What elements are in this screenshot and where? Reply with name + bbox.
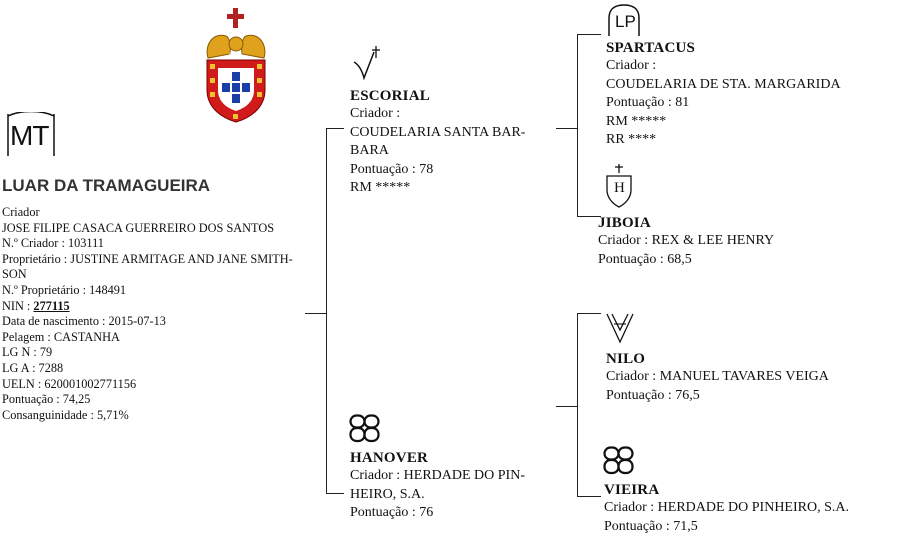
sire-rm: RM ***** bbox=[350, 180, 411, 195]
jiboia-brand-emblem bbox=[604, 164, 634, 208]
sire-criador-1: COUDELARIA SANTA BAR- bbox=[350, 124, 526, 140]
subject-details bbox=[2, 205, 320, 423]
sire-sire-rm: RM ***** bbox=[606, 113, 667, 129]
sire-dam-criador: Criador : REX & LEE HENRY bbox=[598, 233, 775, 248]
sire-dam-name[interactable]: JIBOIA bbox=[598, 215, 651, 231]
sire-sire-rr: RR **** bbox=[606, 132, 657, 147]
subject-n-criador: N.º Criador : 103111 bbox=[2, 236, 104, 251]
subject-criador-label: Criador bbox=[2, 205, 40, 219]
dam-dam-name[interactable]: VIEIRA bbox=[604, 482, 660, 498]
dam-pontuacao: Pontuação : 76 bbox=[350, 505, 434, 520]
nilo-brand-icon bbox=[605, 312, 635, 344]
vieira-brand-icon bbox=[603, 446, 635, 476]
subject-lg-n: LG N : 79 bbox=[2, 345, 53, 360]
subject-brand-emblem bbox=[6, 112, 56, 158]
subject-data-nascimento: Data de nascimento : 2015-07-13 bbox=[2, 314, 166, 329]
subject-lg-a: LG A : 7288 bbox=[2, 360, 64, 375]
subject-ueln: UELN : 620001002771156 bbox=[2, 376, 137, 391]
dam-dam-criador: Criador : HERDADE DO PINHEIRO, S.A. bbox=[604, 500, 849, 515]
dam-block bbox=[350, 450, 525, 523]
subject-pelagem: Pelagem : CASTANHA bbox=[2, 329, 120, 344]
sire-dam-block bbox=[598, 215, 774, 269]
apsl-crest-logo bbox=[200, 6, 272, 124]
subject-nin-label: NIN : bbox=[2, 298, 34, 313]
spartacus-brand-text: LP bbox=[615, 12, 636, 31]
sire-criador-label: Criador : bbox=[350, 106, 401, 121]
connector-dam bbox=[326, 493, 344, 494]
subject-proprietario-1: Proprietário : JUSTINE ARMITAGE AND JANE SMITH- bbox=[2, 251, 293, 266]
sire-sire-criador-label: Criador : bbox=[606, 58, 657, 73]
dam-dam-block bbox=[604, 482, 849, 536]
connector-gen1-vertical bbox=[326, 128, 327, 494]
dam-sire-criador: Criador : MANUEL TAVARES VEIGA bbox=[606, 369, 829, 384]
connector-sire bbox=[326, 128, 344, 129]
subject-proprietario-2: SON bbox=[2, 267, 27, 282]
connector-sire-sire bbox=[577, 34, 601, 35]
connector-sire-out bbox=[556, 128, 578, 129]
dam-sire-block bbox=[606, 351, 829, 405]
connector-subject bbox=[305, 313, 327, 314]
spartacus-brand-emblem bbox=[606, 4, 642, 38]
subject-nin bbox=[2, 299, 320, 315]
connector-gen2a-vertical bbox=[577, 34, 578, 217]
subject-nin-value[interactable]: 277115 bbox=[33, 298, 70, 313]
connector-gen2b-vertical bbox=[577, 313, 578, 497]
sire-sire-name[interactable]: SPARTACUS bbox=[606, 40, 696, 56]
dam-name[interactable]: HANOVER bbox=[350, 450, 429, 466]
sire-sire-pontuacao: Pontuação : 81 bbox=[606, 95, 690, 110]
subject-brand-text: MT bbox=[10, 120, 49, 151]
sire-block bbox=[350, 88, 525, 198]
dam-sire-pontuacao: Pontuação : 76,5 bbox=[606, 387, 700, 403]
sire-pontuacao: Pontuação : 78 bbox=[350, 161, 434, 177]
dam-criador-1: Criador : HERDADE DO PIN- bbox=[350, 468, 525, 483]
connector-dam-out bbox=[556, 406, 578, 407]
escorial-brand-icon bbox=[352, 44, 386, 82]
subject-name: LUAR DA TRAMAGUEIRA bbox=[2, 176, 211, 195]
dam-sire-name[interactable]: NILO bbox=[606, 351, 646, 367]
sire-name[interactable]: ESCORIAL bbox=[350, 88, 430, 104]
sire-dam-pontuacao: Pontuação : 68,5 bbox=[598, 251, 692, 267]
dam-dam-pontuacao: Pontuação : 71,5 bbox=[604, 518, 698, 534]
sire-sire-criador: COUDELARIA DE STA. MARGARIDA bbox=[606, 76, 841, 92]
subject-criador: JOSE FILIPE CASACA GUERREIRO DOS SANTOS bbox=[2, 220, 275, 235]
connector-dam-dam bbox=[577, 496, 601, 497]
jiboia-brand-text: H bbox=[614, 180, 625, 196]
sire-sire-block bbox=[606, 40, 841, 150]
connector-dam-sire bbox=[577, 313, 601, 314]
subject-pontuacao: Pontuação : 74,25 bbox=[2, 392, 91, 407]
sire-criador-2: BARA bbox=[350, 143, 389, 158]
hanover-brand-icon bbox=[349, 414, 381, 444]
crest-text: APSL bbox=[228, 53, 244, 59]
dam-criador-2: HEIRO, S.A. bbox=[350, 486, 425, 502]
subject-n-proprietario: N.º Proprietário : 148491 bbox=[2, 282, 127, 297]
subject-consanguinidade: Consanguinidade : 5,71% bbox=[2, 407, 129, 422]
